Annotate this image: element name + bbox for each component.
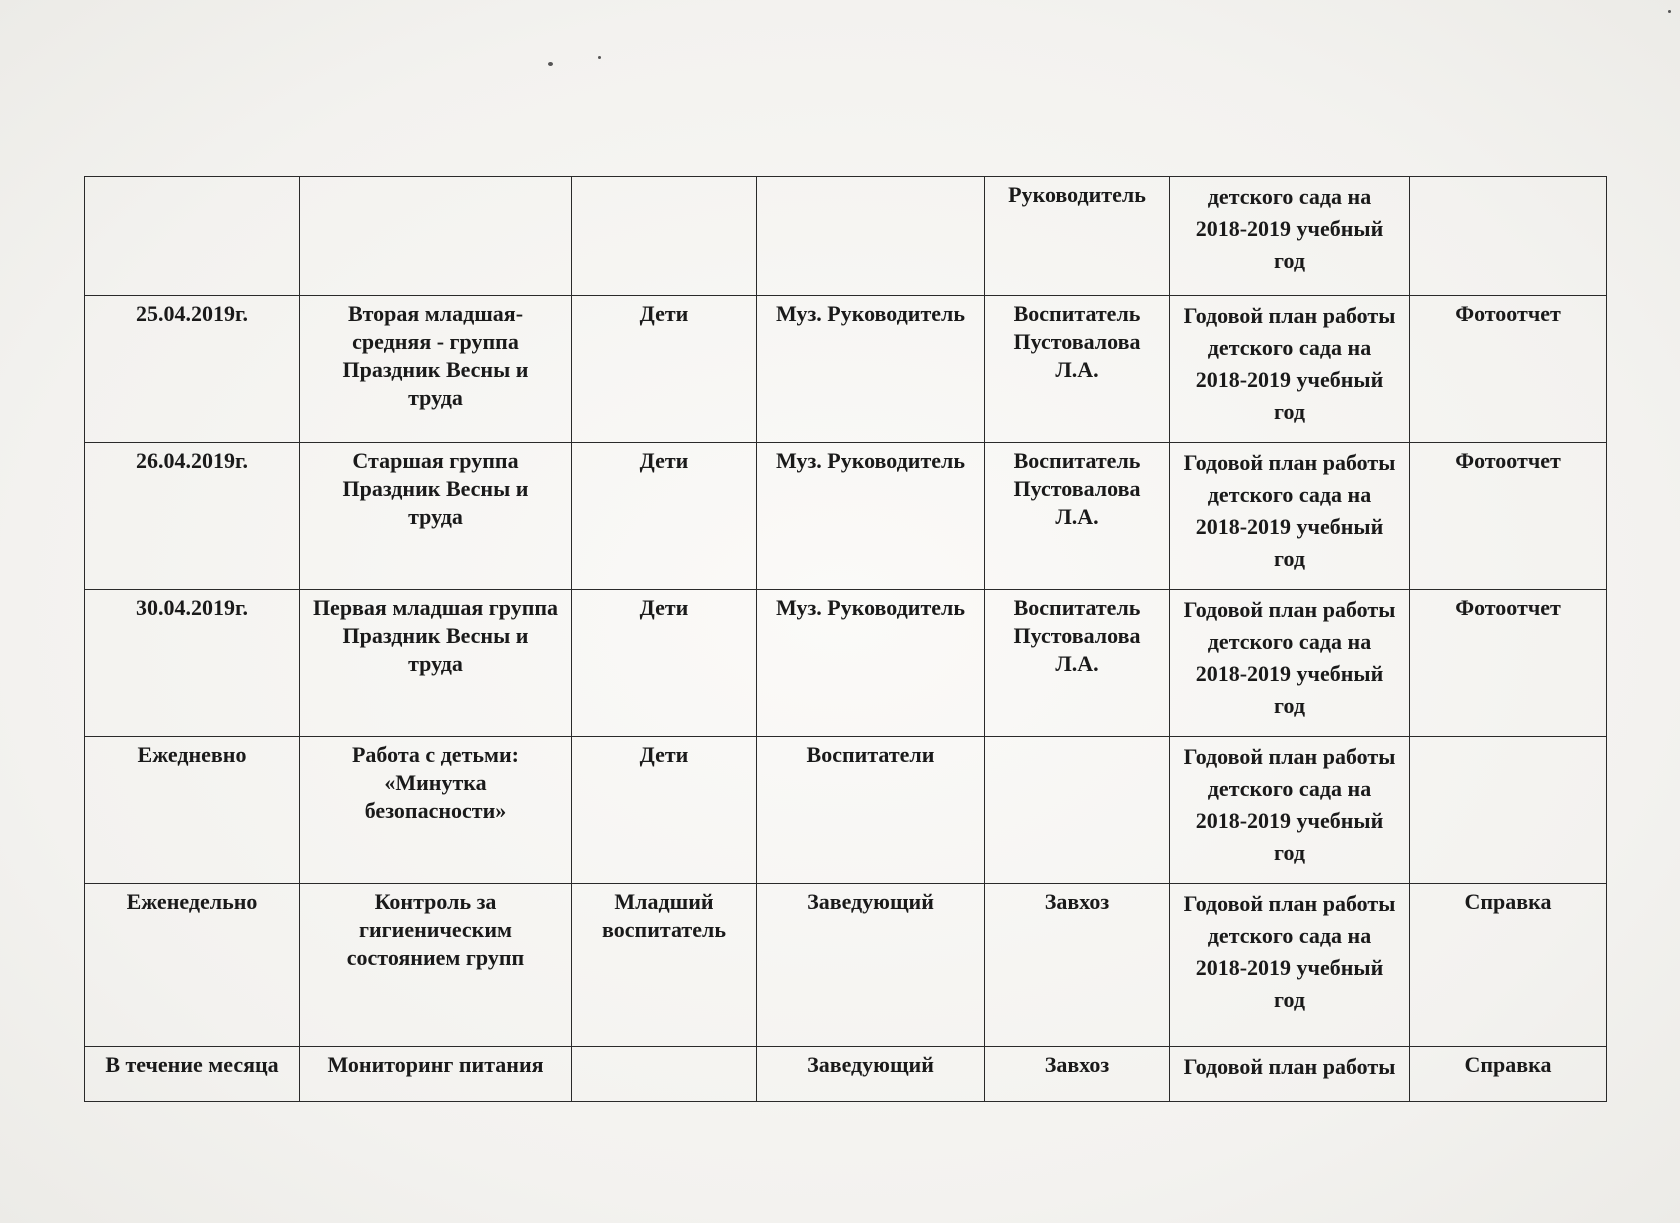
cell-line: год [1274,399,1305,424]
cell-line: Годовой план работы [1183,891,1396,916]
responsible-cell [757,1047,985,1102]
cell-line: год [1274,840,1305,865]
result-cell [1410,737,1607,884]
cell-line: Годовой план работы [1183,303,1396,328]
result-cell: Справка [1410,1047,1607,1102]
cell-line: Праздник Весны и [342,476,529,501]
event-cell [300,1047,572,1102]
cell-line: Мониторинг питания [327,1052,544,1077]
executor-cell [985,590,1170,737]
cell-line: Завхоз [1044,1052,1110,1077]
participants-cell [572,177,757,296]
cell-line: 2018-2019 учебный [1195,808,1384,833]
cell-line: Руководитель [1008,182,1146,207]
participants-cell [572,590,757,737]
executor-cell [985,1047,1170,1102]
responsible-cell [757,590,985,737]
cell-line: детского сада на [1207,482,1372,507]
cell-line: Муз. Руководитель [775,595,966,620]
cell-line: «Минутка [384,770,487,795]
event-cell [300,443,572,590]
basis-cell [1170,1047,1410,1102]
responsible-cell [757,443,985,590]
cell-line: состоянием групп [346,945,525,970]
cell-line: Дети [639,595,689,620]
result-cell: Справка [1410,884,1607,1047]
participants-cell [572,737,757,884]
cell-line: Воспитатель [1013,301,1141,326]
cell-line: Дети [639,301,689,326]
event-plan-table [84,176,1607,1102]
cell-line: Старшая группа [352,448,519,473]
cell-line: Пустовалова [1013,623,1141,648]
result-cell [1410,177,1607,296]
cell-line: воспитатель [602,917,726,942]
date-cell [85,177,300,296]
cell-line: труда [408,385,463,410]
responsible-cell [757,296,985,443]
cell-line: Воспитатель [1013,595,1141,620]
cell-line: Муз. Руководитель [775,301,966,326]
cell-line: Младший [614,889,714,914]
cell-line: 2018-2019 учебный [1195,661,1384,686]
cell-line: труда [408,651,463,676]
date-cell: 30.04.2019г. [85,590,300,737]
cell-line: год [1274,987,1305,1012]
date-cell: Ежедневно [85,737,300,884]
cell-line: детского сада на [1207,629,1372,654]
cell-line: год [1274,693,1305,718]
cell-line: Годовой план работы [1183,1054,1396,1079]
executor-cell [985,177,1170,296]
basis-cell [1170,590,1410,737]
cell-line: гигиеническим [359,917,512,942]
scan-speck [1668,10,1671,13]
date-cell: 25.04.2019г. [85,296,300,443]
cell-line: Л.А. [1055,357,1099,382]
basis-cell [1170,737,1410,884]
event-cell [300,590,572,737]
table-row [85,443,1607,590]
participants-cell [572,443,757,590]
cell-line: детского сада на [1207,923,1372,948]
basis-cell [1170,884,1410,1047]
cell-line: Дети [639,742,689,767]
cell-line: Муз. Руководитель [775,448,966,473]
cell-line: Л.А. [1055,504,1099,529]
date-cell: 26.04.2019г. [85,443,300,590]
cell-line: Заведующий [807,1052,934,1077]
executor-cell [985,296,1170,443]
date-cell: Еженедельно [85,884,300,1047]
cell-line: Пустовалова [1013,329,1141,354]
table-row [85,296,1607,443]
cell-line: Работа с детьми: [351,742,520,767]
table-row [85,177,1607,296]
cell-line: год [1274,248,1305,273]
cell-line: Праздник Весны и [342,623,529,648]
participants-cell [572,296,757,443]
basis-cell [1170,296,1410,443]
event-cell [300,737,572,884]
cell-line: Л.А. [1055,651,1099,676]
cell-line: детского сада на [1207,184,1372,209]
table-row [85,884,1607,1047]
cell-line: Вторая младшая- [347,301,524,326]
executor-cell [985,884,1170,1047]
date-cell: В течение месяца [85,1047,300,1102]
result-cell: Фотоотчет [1410,296,1607,443]
cell-line: Годовой план работы [1183,597,1396,622]
cell-line: 2018-2019 учебный [1195,367,1384,392]
scan-speck [548,62,553,66]
table-row [85,1047,1607,1102]
responsible-cell [757,177,985,296]
cell-line: Пустовалова [1013,476,1141,501]
cell-line: средняя - группа [352,329,519,354]
cell-line: 2018-2019 учебный [1195,216,1384,241]
cell-line: Контроль за [374,889,497,914]
responsible-cell [757,884,985,1047]
cell-line: Первая младшая группа [312,595,559,620]
result-cell: Фотоотчет [1410,443,1607,590]
responsible-cell [757,737,985,884]
cell-line: детского сада на [1207,335,1372,360]
cell-line: Праздник Весны и [342,357,529,382]
scan-speck [598,56,601,59]
cell-line: Завхоз [1044,889,1110,914]
cell-line: детского сада на [1207,776,1372,801]
cell-line: Воспитатели [806,742,935,767]
cell-line: безопасности» [364,798,507,823]
cell-line: Воспитатель [1013,448,1141,473]
cell-line: Заведующий [807,889,934,914]
result-cell: Фотоотчет [1410,590,1607,737]
cell-line: Дети [639,448,689,473]
event-cell [300,296,572,443]
table-row [85,590,1607,737]
executor-cell [985,443,1170,590]
event-cell [300,884,572,1047]
cell-line: труда [408,504,463,529]
cell-line: год [1274,546,1305,571]
event-cell [300,177,572,296]
executor-cell [985,737,1170,884]
table-row [85,737,1607,884]
participants-cell [572,884,757,1047]
basis-cell [1170,443,1410,590]
cell-line: 2018-2019 учебный [1195,514,1384,539]
cell-line: Годовой план работы [1183,744,1396,769]
cell-line: 2018-2019 учебный [1195,955,1384,980]
basis-cell [1170,177,1410,296]
participants-cell [572,1047,757,1102]
cell-line: Годовой план работы [1183,450,1396,475]
